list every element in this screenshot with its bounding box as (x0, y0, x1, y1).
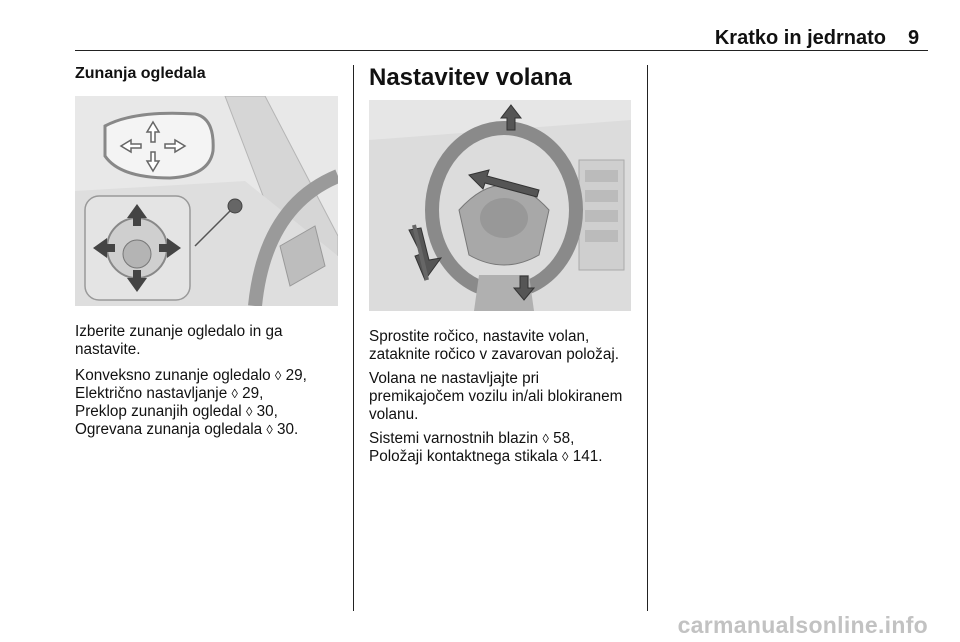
page-ref-icon: ◊ (562, 449, 569, 464)
page-ref-icon: ◊ (245, 404, 253, 419)
para1-line: Sprostite ročico, nastavite volan, (369, 328, 590, 345)
ref-fold-mirrors[interactable]: Preklop zunanjih ogledal ◊ 30, (75, 403, 278, 420)
page-number: 9 (908, 27, 920, 49)
para2-line: Volana ne nastavljajte pri (369, 370, 540, 387)
para2-line: volanu. (369, 406, 419, 423)
column-divider-left (353, 65, 354, 611)
page-header-title: Kratko in jedrnato (714, 27, 886, 49)
watermark: carmanualsonline.info (677, 612, 928, 638)
para1-line: zataknite ročico v zavarovan položaj. (369, 346, 619, 363)
mirror-adjust-illustration (75, 96, 338, 306)
ref-ignition-positions[interactable]: Položaji kontaktnega stikala ◊ 141. (369, 448, 603, 465)
intro-line: nastavite. (75, 341, 141, 358)
mirrors-text (75, 323, 345, 445)
section-heading-steering: Nastavitev volana (369, 64, 572, 91)
steering-wheel-illustration (369, 100, 631, 311)
steering-text (369, 328, 641, 472)
page-ref-icon: ◊ (231, 386, 238, 401)
page-ref-icon: ◊ (274, 368, 282, 383)
header-rule (75, 50, 928, 51)
ref-electric-adjust[interactable]: Električno nastavljanje ◊ 29, (75, 385, 264, 402)
ref-heated-mirrors[interactable]: Ogrevana zunanja ogledala ◊ 30. (75, 421, 299, 438)
section-heading-mirrors: Zunanja ogledala (75, 65, 206, 82)
column-divider-right (647, 65, 648, 611)
ref-convex-mirror[interactable]: Konveksno zunanje ogledalo ◊ 29, (75, 367, 307, 384)
page-ref-icon: ◊ (542, 431, 549, 446)
page-ref-icon: ◊ (266, 422, 273, 437)
para2-line: premikajočem vozilu in/ali blokiranem (369, 388, 623, 405)
intro-line: Izberite zunanje ogledalo in ga (75, 323, 283, 340)
ref-airbags[interactable]: Sistemi varnostnih blazin ◊ 58, (369, 430, 575, 447)
